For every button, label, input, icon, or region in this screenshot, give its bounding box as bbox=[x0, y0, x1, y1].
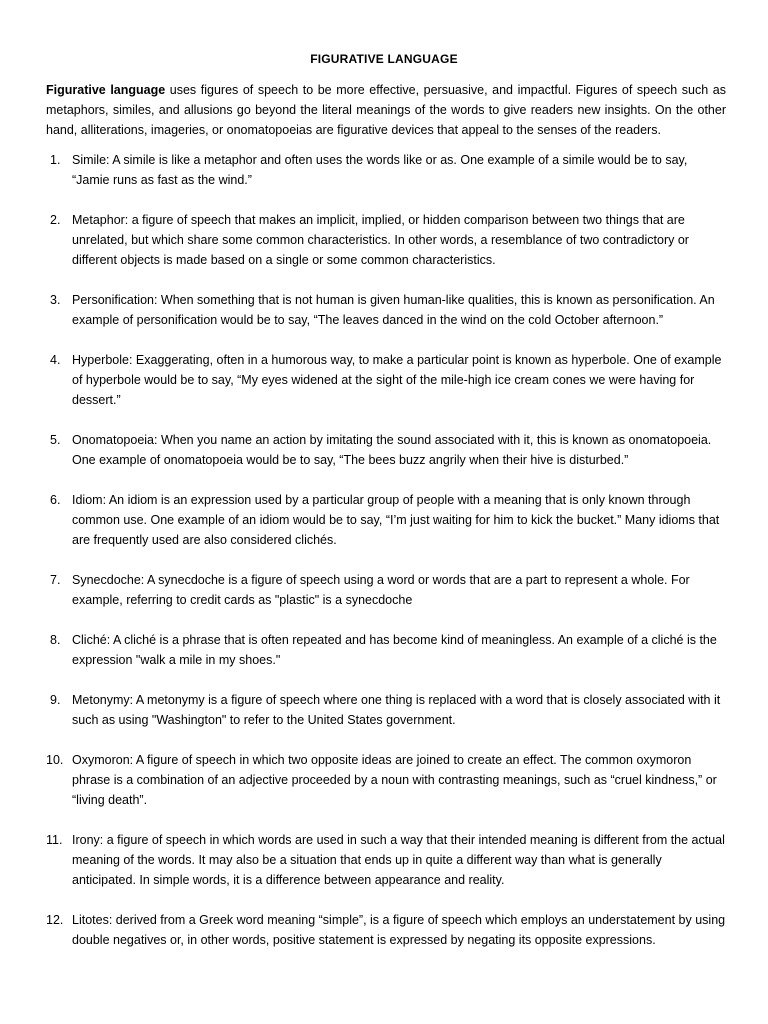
list-item-number: 5. bbox=[50, 433, 61, 447]
document-title: FIGURATIVE LANGUAGE bbox=[310, 52, 458, 66]
list-item-number: 8. bbox=[50, 633, 61, 647]
list-item-text: Metaphor: a figure of speech that makes an implicit, implied, or hidden comparison between two things that are unrelated, but which share some common characteristics. In other words, a resemblance of two contradictory or different objects is made based on a single or some common characteristics. bbox=[72, 213, 689, 267]
list-item-number: 4. bbox=[50, 353, 61, 367]
list-item-text: Hyperbole: Exaggerating, often in a humorous way, to make a particular point is known as hyperbole. One of example of hyperbole would be to say, “My eyes widened at the sight of the mile-high ice cream cones we were having for dessert.” bbox=[72, 353, 722, 407]
list-item-text: Irony: a figure of speech in which words are used in such a way that their intended meaning is different from the actual meaning of the words. It may also be a situation that ends up in quite a different way than what is generally anticipated. In simple words, it is a difference between appearance and reality. bbox=[72, 833, 725, 887]
list-item-text: Cliché: A cliché is a phrase that is often repeated and has become kind of meaningless. An example of a cliché is the expression "walk a mile in my shoes." bbox=[72, 633, 717, 667]
list-item-text: Litotes: derived from a Greek word meaning “simple”, is a figure of speech which employs an understatement by using double negatives or, in other words, positive statement is expressed by negating its opposite expressions. bbox=[72, 913, 726, 947]
list-item-number: 1. bbox=[50, 153, 61, 167]
list-item bbox=[46, 570, 726, 610]
list-item bbox=[46, 210, 726, 270]
list-item-text: Oxymoron: A figure of speech in which two opposite ideas are joined to create an effect. The common oxymoron phrase is a combination of an adjective proceeded by a noun with contrasting meanings, such as “cruel kindness,” or “living death”. bbox=[72, 753, 717, 807]
list-item bbox=[46, 150, 726, 190]
list-item bbox=[46, 350, 726, 410]
list-item-text: Metonymy: A metonymy is a figure of speech where one thing is replaced with a word that is closely associated with it such as using "Washington" to refer to the United States government. bbox=[72, 693, 721, 727]
list-item bbox=[46, 490, 726, 550]
list-item-number: 10. bbox=[46, 753, 64, 767]
list-item bbox=[46, 830, 726, 890]
intro-term: Figurative language bbox=[46, 83, 166, 97]
list-item-number: 6. bbox=[50, 493, 61, 507]
list-item-text: Onomatopoeia: When you name an action by imitating the sound associated with it, this is known as onomatopoeia. One example of onomatopoeia would be to say, “The bees buzz angrily when their hive is disturbed.” bbox=[72, 433, 712, 467]
list-item-number: 9. bbox=[50, 693, 61, 707]
list-item bbox=[46, 750, 726, 810]
list-item-number: 7. bbox=[50, 573, 61, 587]
list-item bbox=[46, 430, 726, 470]
intro-paragraph bbox=[46, 80, 726, 140]
list-item-text: Simile: A simile is like a metaphor and often uses the words like or as. One example of a simile would be to say, “Jamie runs as fast as the wind.” bbox=[72, 153, 688, 187]
list-item-number: 11. bbox=[46, 833, 63, 847]
list-item-number: 3. bbox=[50, 293, 61, 307]
list-item bbox=[46, 630, 726, 670]
list-item-text: Idiom: An idiom is an expression used by a particular group of people with a meaning that is only known through common use. One example of an idiom would be to say, “I’m just waiting for him to kick the bucket.” Many idioms that are frequently used are also considered clichés. bbox=[72, 493, 720, 547]
list-item-number: 2. bbox=[50, 213, 61, 227]
intro-text: uses figures of speech to be more effective, persuasive, and impactful. Figures of speech such as metaphors, similes, and allusions go beyond the literal meanings of the words to give readers new insights. On the other hand, alliterations, imageries, or onomatopoeias are figurative devices that appeal to the senses of the readers. bbox=[46, 83, 726, 137]
list-item bbox=[46, 690, 726, 730]
list-item-text: Personification: When something that is not human is given human-like qualities, this is known as personification. An example of personification would be to say, “The leaves danced in the wind on the cold October afternoon.” bbox=[72, 293, 715, 327]
list-item bbox=[46, 290, 726, 330]
list-item-number: 12. bbox=[46, 913, 64, 927]
list-item bbox=[46, 910, 726, 950]
figures-of-speech-list bbox=[46, 150, 726, 970]
list-item-text: Synecdoche: A synecdoche is a figure of speech using a word or words that are a part to represent a whole. For example, referring to credit cards as "plastic" is a synecdoche bbox=[72, 573, 690, 607]
